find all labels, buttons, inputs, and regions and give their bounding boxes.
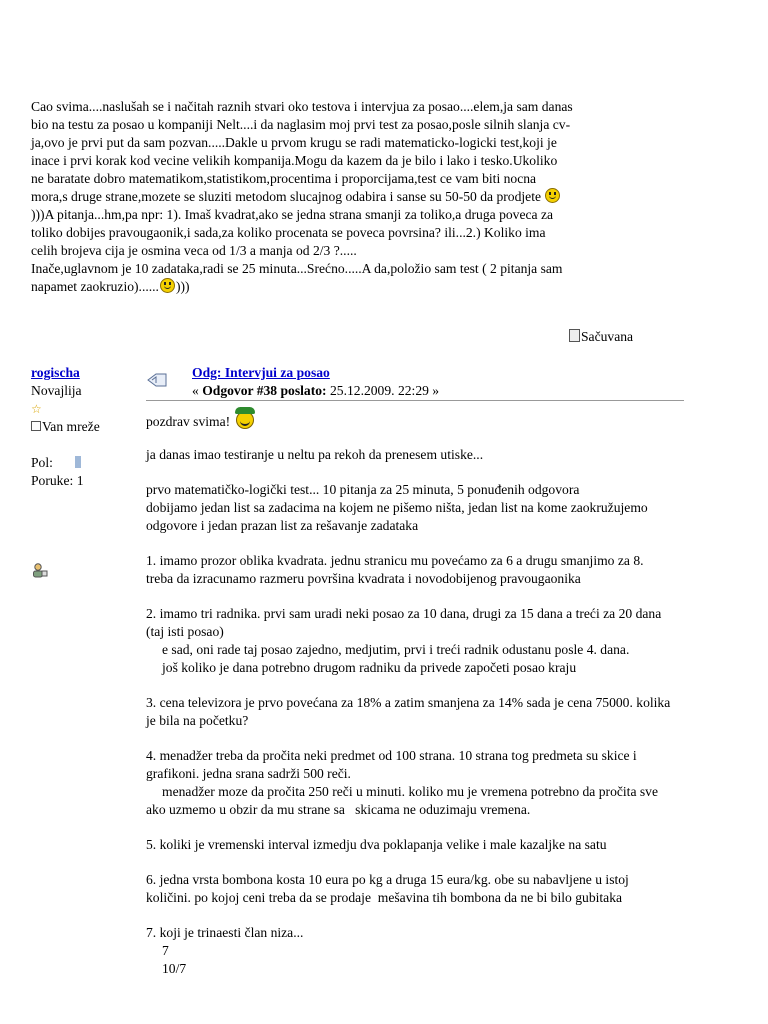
intro-line-text: ))): [175, 279, 190, 294]
gender-label: Pol:: [31, 455, 53, 470]
intro-line: ne baratate dobro matematikom,statistikom,procentima i proporcijama,test ce vam biti nocna: [31, 171, 537, 186]
post-meta: [192, 382, 439, 400]
saved-marker[interactable]: [569, 328, 633, 346]
question-4-line: ako uzmemo u obzir da mu strane sa skicama ne oduzimaju vremena.: [146, 802, 531, 817]
question-3-line: 3. cena televizora je prvo povećana za 18% a zatim smanjena za 14% sada je cena 75000. kolika: [146, 695, 671, 710]
question-3-line: je bila na početku?: [146, 713, 249, 728]
wink-smiley-icon: [236, 411, 254, 429]
intro-line: bio na testu za posao u kompaniji Nelt....i da naglasim moj prvi test za posao,posle silnih slanja cv-: [31, 117, 571, 132]
paragraph-line: prvo matematičko-logički test... 10 pitanja za 25 minuta, 5 ponuđenih odgovora: [146, 482, 580, 497]
question-5-line: 5. koliki je vremenski interval izmedju dva poklapanja velike i male kazaljke na satu: [146, 837, 607, 852]
post-title: [192, 364, 330, 382]
intro-text: [31, 98, 671, 296]
question-4-line: 4. menadžer treba da pročita neki predmet od 100 strana. 10 strana tog predmeta su skice i: [146, 748, 637, 763]
post-body: [146, 411, 756, 978]
intro-line: Cao svima....naslušah se i načitah raznih stvari oko testova i intervjua za posao....elem,ja sam danas: [31, 99, 573, 114]
profile-icon[interactable]: [32, 562, 48, 578]
greeting: pozdrav svima!: [146, 414, 231, 429]
author-rank: Novajlija: [31, 383, 82, 398]
question-2-line: 2. imamo tri radnika. prvi sam uradi neki posao za 10 dana, drugi za 15 dana a treći za 20 dana: [146, 606, 662, 621]
bookmark-icon: [569, 329, 580, 342]
author-info: [31, 364, 141, 490]
intro-line: inace i prvi korak kod vecine velikih kompanija.Mogu da kazem da je bilo i lako i tesko.Ukoliko: [31, 153, 558, 168]
author-posts: [31, 472, 141, 490]
sequence-term: 10/7: [162, 961, 187, 976]
post-icon: [146, 372, 168, 388]
author-status: [31, 418, 141, 436]
question-2-line: e sad, oni rade taj posao zajedno, medjutim, prvi i treći radnik odustanu posle 4. dana.: [162, 642, 630, 657]
smiley-icon: [545, 188, 560, 203]
reply-number: Odgovor #38 poslato:: [202, 383, 327, 398]
posts-label: Poruke:: [31, 473, 74, 488]
question-4-line: menadžer moze da pročita 250 reči u minuti. koliko mu je vremena potrebno da pročita sve: [162, 784, 658, 799]
question-1-line: treba da izracunamo razmeru površina kvadrata i novodobijenog pravougaonika: [146, 571, 581, 586]
paragraph: ja danas imao testiranje u neltu pa rekoh da prenesem utiske...: [146, 447, 484, 462]
intro-line: toliko dobijes pravougaonik,i sada,za koliko procenata se poveca povrsina? ili...2.) Koliko ima: [31, 225, 546, 240]
author-status-label: Van mreže: [42, 419, 100, 434]
intro-line-6: [31, 188, 671, 206]
intro-line-text: napamet zaokruzio)......: [31, 279, 159, 294]
post-date: 25.12.2009. 22:29 »: [326, 383, 440, 398]
paragraph-line: dobijamo jedan list sa zadacima na kojem ne pišemo ništa, jedan list na kome zaokružujemo: [146, 500, 648, 515]
gender-icon: [75, 456, 81, 468]
question-2-line: (taj isti posao): [146, 624, 224, 639]
sequence-term: 7: [162, 943, 169, 958]
intro-line: )))A pitanja...hm,pa npr: 1). Imaš kvadrat,ako se jedna strana smanji za toliko,a druga poveca za: [31, 207, 554, 222]
smiley-icon: [160, 278, 175, 293]
author-name-link[interactable]: rogischa: [31, 365, 80, 380]
author-gender: [31, 454, 141, 472]
saved-label: Sačuvana: [581, 329, 634, 344]
intro-line: Inače,uglavnom je 10 zadataka,radi se 25 minuta...Srećno.....A da,položio sam test ( 2 pitanja sam: [31, 261, 563, 276]
question-6-line: 6. jedna vrsta bombona kosta 10 eura po kg a druga 15 eura/kg. obe su nabavljene u istoj: [146, 872, 629, 887]
question-6-line: količini. po kojoj ceni treba da se prodaje mešavina tih bombona da ne bi bilo gubitaka: [146, 890, 623, 905]
intro-line: ja,ovo je prvi put da sam pozvan.....Dakle u prvom krugu se radi matematicko-logicki test,koji je: [31, 135, 557, 150]
star-icon: ☆: [31, 402, 42, 416]
post-divider: [146, 400, 684, 401]
meta-open: «: [192, 383, 203, 398]
post-title-link[interactable]: Odg: Intervjui za posao: [192, 365, 330, 380]
question-1-line: 1. imamo prozor oblika kvadrata. jednu stranicu mu povećamo za 6 a drugu smanjimo za 8.: [146, 553, 644, 568]
offline-icon: [31, 421, 41, 431]
question-2-line: još koliko je dana potrebno drugom radniku da privede započeti posao kraju: [162, 660, 577, 675]
greeting-line: [146, 411, 756, 429]
intro-line-text: mora,s druge strane,mozete se sluziti metodom slucajnog odabira i sanse su 50-50 da prodjete: [31, 189, 542, 204]
question-4-line: grafikoni. jedna srana sadrži 500 reči.: [146, 766, 351, 781]
intro-line-11: [31, 278, 671, 296]
question-7-line: 7. koji je trinaesti član niza...: [146, 925, 304, 940]
intro-line: celih brojeva cija je osmina veca od 1/3 a manja od 2/3 ?.....: [31, 243, 357, 258]
paragraph-line: odgovore i jedan prazan list za rešavanje zadataka: [146, 518, 419, 533]
posts-count: 1: [76, 473, 84, 488]
